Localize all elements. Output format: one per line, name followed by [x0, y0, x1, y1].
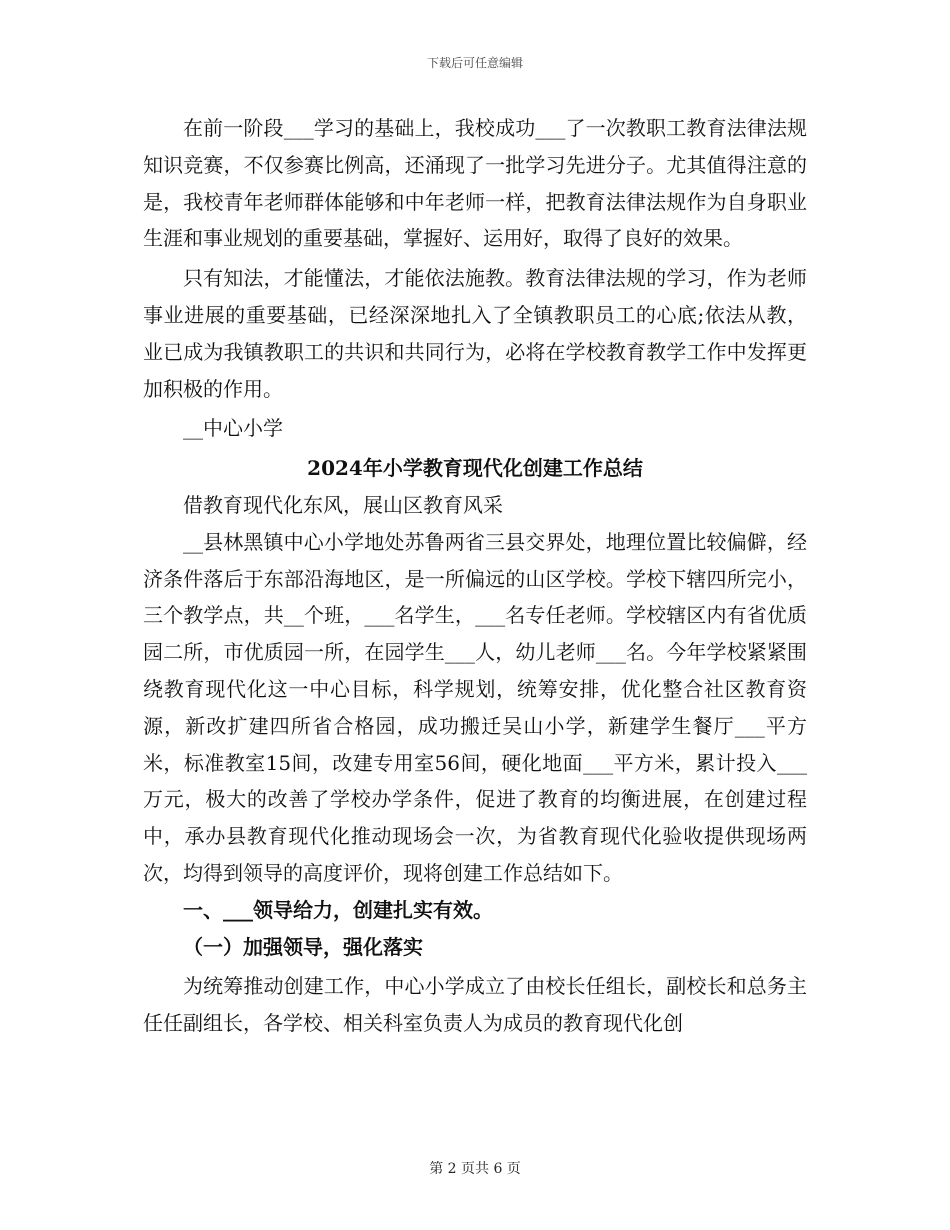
paragraph-2: 只有知法，才能懂法，才能依法施教。教育法律法规的学习，作为老师事业进展的重要基础，已经深深地扎入了全镇教职员工的心底;依法从教，业已成为我镇教职工的共识和共同行为，必将在学校教育教学工作中发挥更加积极的作用。 — [143, 266, 807, 401]
document-body — [143, 110, 807, 1042]
paragraph-1: 在前一阶段___学习的基础上，我校成功___了一次教职工教育法律法规知识竞赛，不仅参赛比例高，还涌现了一批学习先进分子。尤其值得注意的是，我校青年老师群体能够和中年老师一样，把教育法律法规作为自身职业生涯和事业规划的重要基础，掌握好、运用好，取得了良好的效果。 — [143, 116, 807, 251]
section-heading-1: 一、___领导给力，创建扎实有效。 — [183, 897, 493, 922]
page-footer: 第 2 页共 6 页 — [429, 1161, 521, 1177]
paragraph-3: __县林黑镇中心小学地处苏鲁两省三县交界处，地理位置比较偏僻，经济条件落后于东部沿海地区，是一所偏远的山区学校。学校下辖四所完小，三个教学点，共__个班，___名学生，___名专任老师。学校辖区内有省优质园二所，市优质园一所，在园学生___人，幼儿老师___名。今年学校紧紧围绕教育现代化这一中心目标，科学规划，统筹安排，优化整合社区教育资源，新改扩建四所省合格园，成功搬迁吴山小学，新建学生餐厅___平方米，标准教室15间，改建专用室56间，硬化地面___平方米，累计投入___万元，极大的改善了学校办学条件，促进了教育的均衡进展，在创建过程中，承办县教育现代化推动现场会一次，为省教育现代化验收提供现场两次，均得到领导的高度评价，现将创建工作总结如下。 — [143, 529, 807, 885]
document-title: 2024年小学教育现代化创建工作总结 — [307, 456, 643, 481]
paragraph-4: 为统筹推动创建工作，中心小学成立了由校长任组长，副校长和总务主任任副组长，各学校、相关科室负责人为成员的教育现代化创 — [143, 974, 807, 1036]
section-heading-2: （一）加强领导，强化落实 — [183, 934, 423, 959]
subtitle: 借教育现代化东风，展山区教育风采 — [183, 492, 503, 517]
signature-line: __中心小学 — [183, 416, 283, 441]
page-header: 下载后可任意编辑 — [426, 56, 523, 70]
